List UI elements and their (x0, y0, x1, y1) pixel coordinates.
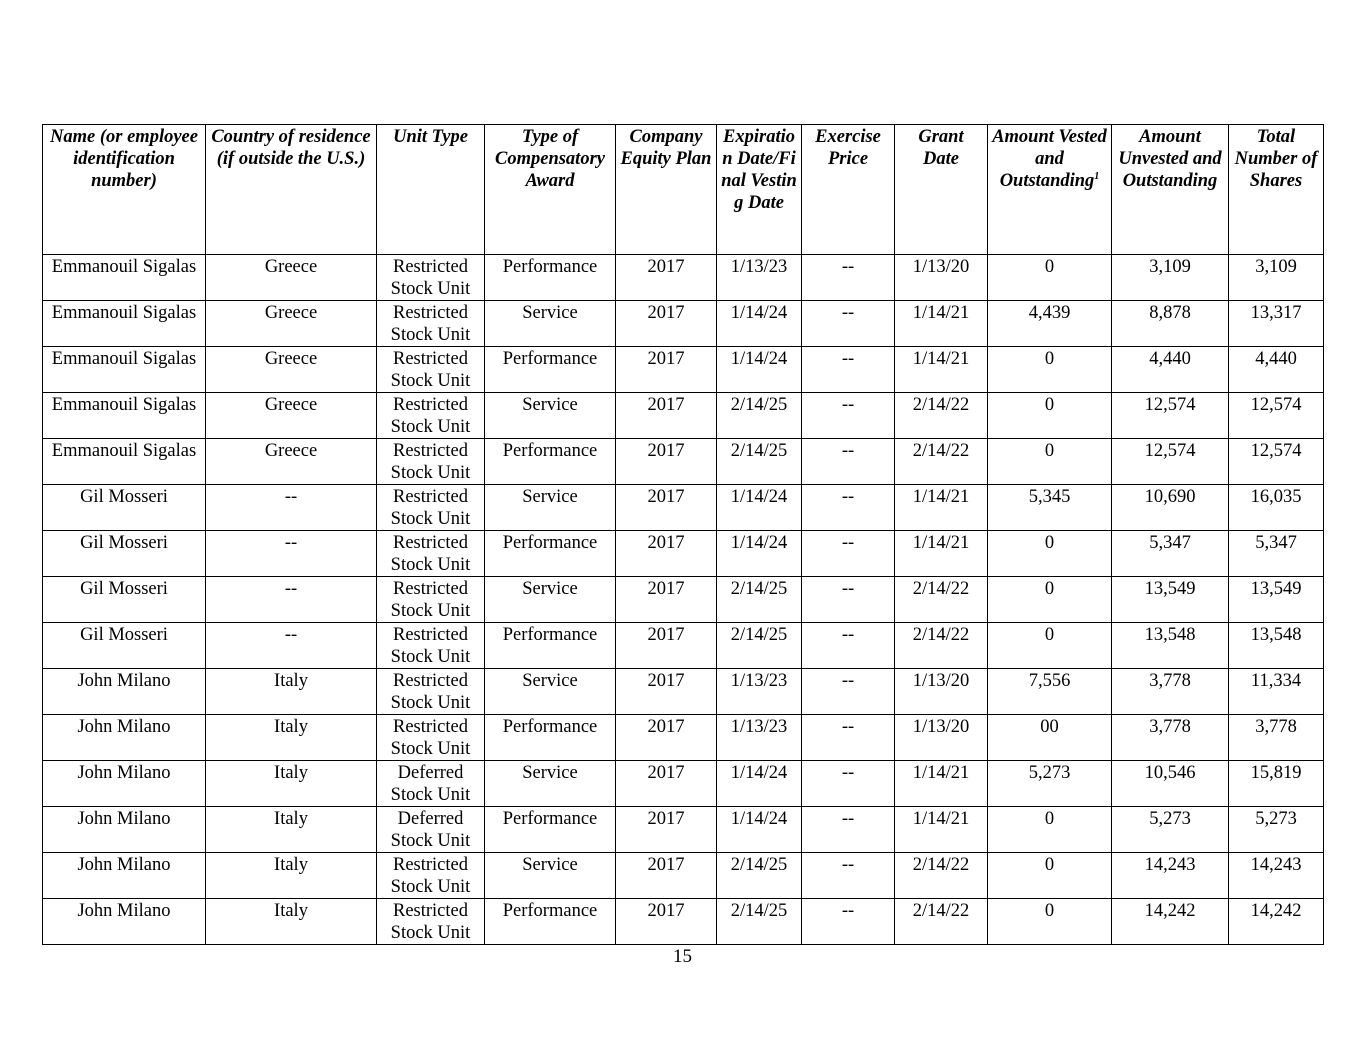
cell-country: Italy (206, 669, 377, 715)
cell-equity-plan: 2017 (616, 669, 717, 715)
cell-equity-plan: 2017 (616, 715, 717, 761)
cell-expiration-date: 2/14/25 (717, 577, 802, 623)
cell-expiration-date: 1/14/24 (717, 347, 802, 393)
table-row (43, 853, 1324, 899)
cell-award-type: Service (485, 669, 616, 715)
cell-unit-type: Restricted Stock Unit (377, 531, 485, 577)
cell-total-shares: 15,819 (1229, 761, 1324, 807)
cell-unit-type: Restricted Stock Unit (377, 853, 485, 899)
table-row (43, 623, 1324, 669)
cell-exercise-price: -- (802, 393, 895, 439)
cell-total-shares: 12,574 (1229, 439, 1324, 485)
cell-country: Greece (206, 393, 377, 439)
table-row (43, 347, 1324, 393)
header-exercise-price: Exercise Price (802, 125, 895, 255)
cell-country: -- (206, 531, 377, 577)
cell-equity-plan: 2017 (616, 393, 717, 439)
cell-name: Emmanouil Sigalas (43, 347, 206, 393)
cell-equity-plan: 2017 (616, 807, 717, 853)
cell-country: -- (206, 485, 377, 531)
cell-exercise-price: -- (802, 669, 895, 715)
cell-total-shares: 13,548 (1229, 623, 1324, 669)
cell-name: Emmanouil Sigalas (43, 439, 206, 485)
header-award-type: Type of Compensatory Award (485, 125, 616, 255)
cell-unit-type: Restricted Stock Unit (377, 623, 485, 669)
cell-award-type: Performance (485, 255, 616, 301)
cell-grant-date: 1/14/21 (895, 347, 988, 393)
cell-amount-vested: 00 (988, 715, 1112, 761)
table-row (43, 899, 1324, 945)
cell-name: Emmanouil Sigalas (43, 301, 206, 347)
cell-amount-unvested: 13,548 (1112, 623, 1229, 669)
cell-amount-unvested: 12,574 (1112, 393, 1229, 439)
cell-award-type: Service (485, 485, 616, 531)
cell-expiration-date: 1/14/24 (717, 301, 802, 347)
cell-name: Gil Mosseri (43, 577, 206, 623)
cell-amount-vested: 0 (988, 347, 1112, 393)
cell-amount-unvested: 3,109 (1112, 255, 1229, 301)
cell-total-shares: 12,574 (1229, 393, 1324, 439)
cell-unit-type: Restricted Stock Unit (377, 439, 485, 485)
header-total-shares: Total Number of Shares (1229, 125, 1324, 255)
cell-expiration-date: 2/14/25 (717, 623, 802, 669)
cell-grant-date: 1/13/20 (895, 715, 988, 761)
cell-name: John Milano (43, 715, 206, 761)
cell-unit-type: Restricted Stock Unit (377, 485, 485, 531)
cell-total-shares: 3,778 (1229, 715, 1324, 761)
table-row (43, 715, 1324, 761)
table-row (43, 669, 1324, 715)
cell-expiration-date: 2/14/25 (717, 853, 802, 899)
cell-amount-vested: 4,439 (988, 301, 1112, 347)
cell-exercise-price: -- (802, 485, 895, 531)
cell-total-shares: 13,549 (1229, 577, 1324, 623)
cell-country: Greece (206, 255, 377, 301)
cell-equity-plan: 2017 (616, 301, 717, 347)
cell-expiration-date: 2/14/25 (717, 393, 802, 439)
cell-equity-plan: 2017 (616, 347, 717, 393)
cell-unit-type: Restricted Stock Unit (377, 715, 485, 761)
cell-award-type: Performance (485, 439, 616, 485)
cell-total-shares: 14,242 (1229, 899, 1324, 945)
footnote-marker: 1 (1094, 170, 1100, 182)
cell-unit-type: Restricted Stock Unit (377, 301, 485, 347)
cell-country: Italy (206, 899, 377, 945)
cell-grant-date: 2/14/22 (895, 899, 988, 945)
cell-amount-vested: 5,273 (988, 761, 1112, 807)
cell-name: John Milano (43, 761, 206, 807)
header-amount-vested: Amount Vested and Outstanding$^1$ (988, 125, 1112, 255)
cell-name: Gil Mosseri (43, 623, 206, 669)
cell-total-shares: 4,440 (1229, 347, 1324, 393)
cell-expiration-date: 1/13/23 (717, 715, 802, 761)
cell-award-type: Performance (485, 623, 616, 669)
cell-unit-type: Deferred Stock Unit (377, 761, 485, 807)
cell-unit-type: Deferred Stock Unit (377, 807, 485, 853)
cell-award-type: Performance (485, 899, 616, 945)
cell-name: John Milano (43, 853, 206, 899)
cell-amount-vested: 0 (988, 807, 1112, 853)
cell-amount-vested: 7,556 (988, 669, 1112, 715)
cell-country: Italy (206, 807, 377, 853)
cell-unit-type: Restricted Stock Unit (377, 669, 485, 715)
cell-exercise-price: -- (802, 301, 895, 347)
table-row (43, 393, 1324, 439)
cell-grant-date: 1/13/20 (895, 255, 988, 301)
cell-country: Greece (206, 347, 377, 393)
cell-equity-plan: 2017 (616, 439, 717, 485)
cell-amount-unvested: 12,574 (1112, 439, 1229, 485)
cell-amount-unvested: 3,778 (1112, 715, 1229, 761)
cell-amount-unvested: 14,243 (1112, 853, 1229, 899)
cell-expiration-date: 1/14/24 (717, 761, 802, 807)
cell-expiration-date: 2/14/25 (717, 899, 802, 945)
cell-amount-unvested: 5,347 (1112, 531, 1229, 577)
cell-amount-unvested: 5,273 (1112, 807, 1229, 853)
cell-award-type: Service (485, 393, 616, 439)
cell-exercise-price: -- (802, 899, 895, 945)
cell-equity-plan: 2017 (616, 853, 717, 899)
header-row (43, 125, 1324, 255)
table-row (43, 485, 1324, 531)
cell-award-type: Performance (485, 715, 616, 761)
cell-name: Emmanouil Sigalas (43, 393, 206, 439)
cell-amount-unvested: 3,778 (1112, 669, 1229, 715)
cell-unit-type: Restricted Stock Unit (377, 347, 485, 393)
cell-country: -- (206, 577, 377, 623)
cell-equity-plan: 2017 (616, 531, 717, 577)
cell-exercise-price: -- (802, 807, 895, 853)
cell-grant-date: 1/14/21 (895, 485, 988, 531)
cell-grant-date: 2/14/22 (895, 577, 988, 623)
cell-amount-vested: 0 (988, 853, 1112, 899)
cell-grant-date: 2/14/22 (895, 853, 988, 899)
cell-unit-type: Restricted Stock Unit (377, 577, 485, 623)
table-row (43, 301, 1324, 347)
cell-amount-vested: 0 (988, 255, 1112, 301)
cell-expiration-date: 1/13/23 (717, 255, 802, 301)
cell-unit-type: Restricted Stock Unit (377, 393, 485, 439)
cell-amount-unvested: 14,242 (1112, 899, 1229, 945)
cell-amount-vested: 0 (988, 393, 1112, 439)
cell-amount-vested: 0 (988, 899, 1112, 945)
cell-exercise-price: -- (802, 623, 895, 669)
table-body (43, 255, 1324, 945)
cell-equity-plan: 2017 (616, 899, 717, 945)
cell-amount-unvested: 10,690 (1112, 485, 1229, 531)
cell-award-type: Service (485, 853, 616, 899)
cell-award-type: Performance (485, 347, 616, 393)
cell-name: Emmanouil Sigalas (43, 255, 206, 301)
cell-expiration-date: 1/14/24 (717, 485, 802, 531)
cell-total-shares: 13,317 (1229, 301, 1324, 347)
cell-country: Italy (206, 715, 377, 761)
header-unit-type: Unit Type (377, 125, 485, 255)
header-expiration-date: Expiration Date/Final Vesting Date (717, 125, 802, 255)
cell-amount-vested: 0 (988, 577, 1112, 623)
cell-amount-unvested: 13,549 (1112, 577, 1229, 623)
table-row (43, 439, 1324, 485)
cell-exercise-price: -- (802, 439, 895, 485)
header-country: Country of residence (if outside the U.S.) (206, 125, 377, 255)
cell-grant-date: 2/14/22 (895, 623, 988, 669)
cell-equity-plan: 2017 (616, 255, 717, 301)
cell-amount-vested: 0 (988, 439, 1112, 485)
cell-country: -- (206, 623, 377, 669)
cell-award-type: Service (485, 577, 616, 623)
cell-grant-date: 1/14/21 (895, 807, 988, 853)
cell-name: Gil Mosseri (43, 485, 206, 531)
cell-total-shares: 5,273 (1229, 807, 1324, 853)
table-row (43, 255, 1324, 301)
cell-grant-date: 1/14/21 (895, 301, 988, 347)
cell-expiration-date: 1/14/24 (717, 531, 802, 577)
cell-grant-date: 1/14/21 (895, 761, 988, 807)
cell-exercise-price: -- (802, 531, 895, 577)
cell-exercise-price: -- (802, 715, 895, 761)
header-grant-date: Grant Date (895, 125, 988, 255)
table-row (43, 577, 1324, 623)
cell-amount-vested: 0 (988, 531, 1112, 577)
cell-exercise-price: -- (802, 255, 895, 301)
cell-expiration-date: 1/14/24 (717, 807, 802, 853)
cell-name: John Milano (43, 807, 206, 853)
cell-country: Italy (206, 853, 377, 899)
equity-awards-table (42, 124, 1324, 945)
cell-total-shares: 5,347 (1229, 531, 1324, 577)
cell-exercise-price: -- (802, 761, 895, 807)
cell-equity-plan: 2017 (616, 761, 717, 807)
cell-amount-unvested: 4,440 (1112, 347, 1229, 393)
cell-total-shares: 3,109 (1229, 255, 1324, 301)
table-row (43, 807, 1324, 853)
cell-unit-type: Restricted Stock Unit (377, 899, 485, 945)
cell-total-shares: 11,334 (1229, 669, 1324, 715)
cell-amount-unvested: 8,878 (1112, 301, 1229, 347)
cell-name: John Milano (43, 669, 206, 715)
cell-award-type: Performance (485, 531, 616, 577)
cell-grant-date: 2/14/22 (895, 439, 988, 485)
cell-expiration-date: 2/14/25 (717, 439, 802, 485)
cell-exercise-price: -- (802, 577, 895, 623)
cell-grant-date: 1/13/20 (895, 669, 988, 715)
cell-award-type: Performance (485, 807, 616, 853)
cell-exercise-price: -- (802, 347, 895, 393)
table-row (43, 761, 1324, 807)
header-equity-plan: Company Equity Plan (616, 125, 717, 255)
cell-total-shares: 14,243 (1229, 853, 1324, 899)
cell-grant-date: 1/14/21 (895, 531, 988, 577)
header-amount-unvested: Amount Unvested and Outstanding (1112, 125, 1229, 255)
cell-amount-vested: 5,345 (988, 485, 1112, 531)
cell-amount-unvested: 10,546 (1112, 761, 1229, 807)
cell-award-type: Service (485, 301, 616, 347)
cell-amount-vested: 0 (988, 623, 1112, 669)
cell-award-type: Service (485, 761, 616, 807)
cell-unit-type: Restricted Stock Unit (377, 255, 485, 301)
cell-expiration-date: 1/13/23 (717, 669, 802, 715)
cell-equity-plan: 2017 (616, 577, 717, 623)
cell-total-shares: 16,035 (1229, 485, 1324, 531)
cell-equity-plan: 2017 (616, 485, 717, 531)
header-name: Name (or employee identification number) (43, 125, 206, 255)
cell-exercise-price: -- (802, 853, 895, 899)
table-row (43, 531, 1324, 577)
cell-equity-plan: 2017 (616, 623, 717, 669)
cell-country: Greece (206, 301, 377, 347)
cell-country: Greece (206, 439, 377, 485)
cell-grant-date: 2/14/22 (895, 393, 988, 439)
cell-name: Gil Mosseri (43, 531, 206, 577)
page-number: 15 (673, 946, 692, 967)
cell-name: John Milano (43, 899, 206, 945)
cell-country: Italy (206, 761, 377, 807)
